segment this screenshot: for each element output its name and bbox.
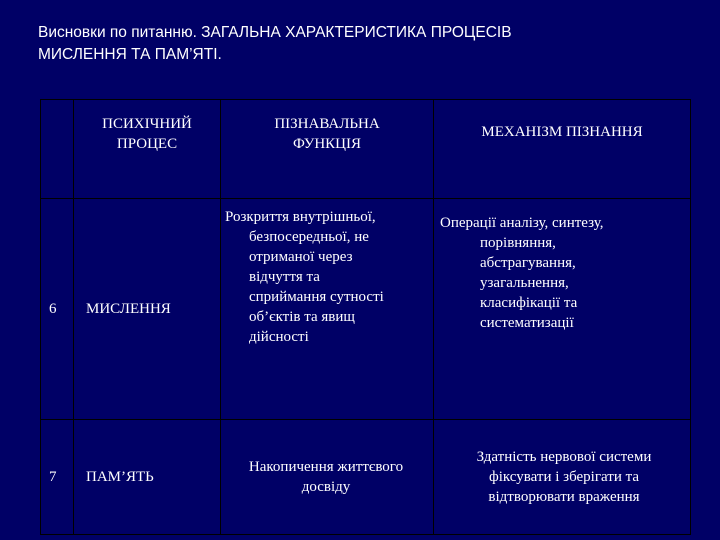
table-row [41, 420, 691, 535]
header-function-line-1: ПІЗНАВАЛЬНА [274, 116, 380, 132]
mechanism-line: фіксувати і зберігати та [489, 469, 639, 485]
function-line: безпосередньої, не [249, 229, 369, 245]
header-function-cell [221, 100, 434, 199]
header-process-cell [74, 100, 221, 199]
title-line-2: МИСЛЕННЯ ТА ПАМ’ЯТІ. [38, 46, 222, 63]
row-number: 6 [41, 199, 74, 420]
function-line: дійсності [249, 329, 309, 345]
header-process-line-1: ПСИХІЧНИЙ [102, 116, 192, 132]
table-header-row [41, 100, 691, 199]
function-line: отриманої через [249, 249, 353, 265]
function-line: об’єктів та явищ [249, 309, 355, 325]
header-process-line-2: ПРОЦЕС [116, 136, 178, 152]
mechanism-line: абстрагування, [480, 255, 576, 271]
function-line: досвіду [301, 479, 351, 495]
mechanism-line: узагальнення, [480, 275, 569, 291]
function-line: сприймання сутності [249, 289, 384, 305]
function-line: відчуття та [249, 269, 320, 285]
title-line-1: Висновки по питанню. ЗАГАЛЬНА ХАРАКТЕРИСТИКА ПРОЦЕСІВ [38, 24, 512, 41]
header-mechanism-cell [434, 100, 691, 199]
header-mechanism-label: МЕХАНІЗМ ПІЗНАННЯ [481, 124, 643, 140]
mechanism-line: порівняння, [480, 235, 556, 251]
mechanism-line: відтворювати враження [488, 489, 640, 505]
table-row [41, 199, 691, 420]
mechanism-line: класифікації та [480, 295, 578, 311]
function-line: Розкриття внутрішньої, [225, 209, 376, 225]
function-line: Накопичення життєвого [248, 459, 404, 475]
row-mechanism [434, 199, 691, 420]
mechanism-line: Операції аналізу, синтезу, [440, 215, 604, 231]
row-number: 7 [41, 420, 74, 535]
summary-table [40, 99, 691, 535]
header-function-line-2: ФУНКЦІЯ [293, 136, 361, 152]
row-mechanism [434, 420, 691, 535]
row-function [221, 420, 434, 535]
mechanism-line: Здатність нервової системи [476, 449, 652, 465]
slide-title [38, 22, 698, 66]
row-process: ПАМ’ЯТЬ [74, 420, 221, 535]
row-process: МИСЛЕННЯ [74, 199, 221, 420]
header-number-cell [41, 100, 74, 199]
mechanism-line: систематизації [480, 315, 574, 331]
row-function [221, 199, 434, 420]
